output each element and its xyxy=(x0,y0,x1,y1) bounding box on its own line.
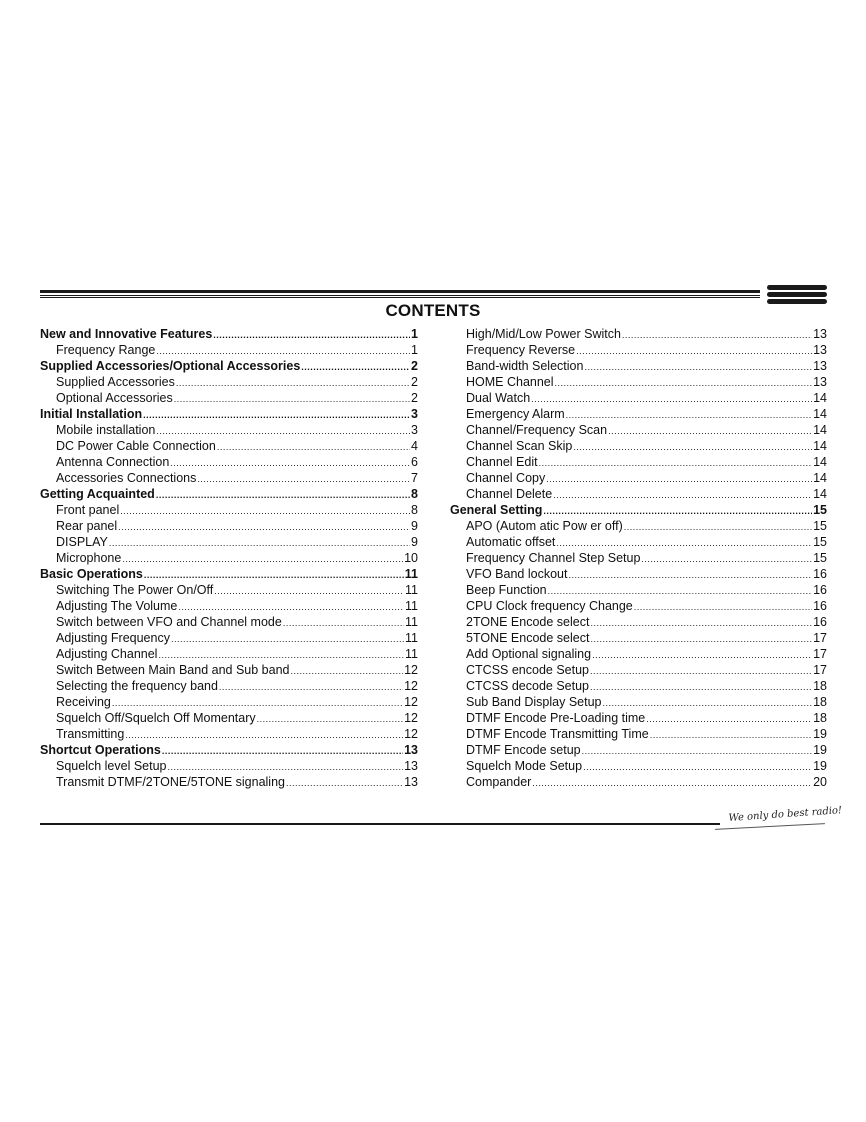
toc-leader-dots xyxy=(634,598,812,614)
toc-entry[interactable] xyxy=(40,470,418,486)
toc-entry-label: Selecting the frequency band xyxy=(56,679,218,693)
toc-entry-label: Adjusting Channel xyxy=(56,647,158,661)
toc-entry[interactable] xyxy=(40,438,418,454)
toc-entry-label: CTCSS encode Setup xyxy=(466,663,589,677)
toc-entry[interactable] xyxy=(40,598,418,614)
toc-entry-label: Dual Watch xyxy=(466,391,531,405)
toc-entry[interactable] xyxy=(450,342,827,358)
toc-column-left xyxy=(40,326,418,790)
toc-entry-page: 14 xyxy=(813,407,827,421)
toc-entry-label: Channel Delete xyxy=(466,487,553,501)
toc-entry[interactable] xyxy=(40,614,418,630)
toc-entry-page: 14 xyxy=(813,455,827,469)
toc-leader-dots xyxy=(548,582,812,598)
toc-entry-page: 11 xyxy=(405,599,418,613)
toc-leader-dots xyxy=(125,726,403,742)
toc-entry-label: DTMF Encode Transmitting Time xyxy=(466,727,649,741)
toc-entry-page: 3 xyxy=(411,407,418,421)
toc-leader-dots xyxy=(301,358,410,374)
toc-leader-dots xyxy=(592,646,812,662)
toc-entry-page: 13 xyxy=(404,759,418,773)
toc-entry-page: 15 xyxy=(813,503,827,517)
toc-entry-label: Switch between VFO and Channel mode xyxy=(56,615,282,629)
toc-entry-label: Compander xyxy=(466,775,532,789)
toc-entry[interactable] xyxy=(40,342,418,358)
toc-entry-label: Antenna Connection xyxy=(56,455,170,469)
toc-entry-page: 11 xyxy=(405,615,418,629)
toc-entry-page: 2 xyxy=(411,375,418,389)
toc-entry-page: 14 xyxy=(813,439,827,453)
toc-entry-page: 8 xyxy=(411,487,418,501)
toc-entry[interactable] xyxy=(40,646,418,662)
toc-leader-dots xyxy=(112,694,403,710)
toc-leader-dots xyxy=(590,678,812,694)
toc-entry-label: Rear panel xyxy=(56,519,118,533)
toc-leader-dots xyxy=(641,550,812,566)
toc-entry-page: 13 xyxy=(813,343,827,357)
toc-leader-dots xyxy=(568,566,812,582)
toc-entry-label: Switch Between Main Band and Sub band xyxy=(56,663,290,677)
toc-entry-label: Initial Installation xyxy=(40,407,143,421)
toc-entry-page: 12 xyxy=(404,727,418,741)
toc-section-entry[interactable] xyxy=(40,358,418,374)
toc-entry-page: 10 xyxy=(404,551,418,565)
toc-leader-dots xyxy=(584,358,812,374)
toc-leader-dots xyxy=(118,518,410,534)
toc-entry[interactable] xyxy=(40,374,418,390)
toc-entry-label: Channel Edit xyxy=(466,455,538,469)
toc-entry[interactable] xyxy=(40,678,418,694)
toc-leader-dots xyxy=(590,630,812,646)
toc-entry[interactable] xyxy=(450,454,827,470)
toc-entry[interactable] xyxy=(40,710,418,726)
toc-entry[interactable] xyxy=(40,422,418,438)
toc-entry-page: 13 xyxy=(813,327,827,341)
toc-leader-dots xyxy=(178,598,404,614)
toc-entry-label: DISPLAY xyxy=(56,535,108,549)
toc-entry-page: 7 xyxy=(411,471,418,485)
toc-leader-dots xyxy=(176,374,410,390)
toc-entry-page: 19 xyxy=(813,759,827,773)
toc-leader-dots xyxy=(197,470,410,486)
toc-entry-page: 19 xyxy=(813,727,827,741)
page-title: CONTENTS xyxy=(385,301,481,320)
toc-leader-dots xyxy=(590,662,812,678)
toc-entry-page: 16 xyxy=(813,567,827,581)
toc-leader-dots xyxy=(156,342,410,358)
toc-leader-dots xyxy=(531,390,812,406)
toc-leader-dots xyxy=(624,518,812,534)
toc-entry-page: 2 xyxy=(411,391,418,405)
toc-leader-dots xyxy=(122,550,403,566)
toc-section-entry[interactable] xyxy=(40,742,418,758)
toc-entry[interactable] xyxy=(450,598,827,614)
toc-entry-page: 14 xyxy=(813,471,827,485)
toc-entry-label: Transmitting xyxy=(56,727,125,741)
toc-entry-page: 12 xyxy=(404,695,418,709)
toc-leader-dots xyxy=(608,422,812,438)
toc-leader-dots xyxy=(156,422,410,438)
toc-entry-label: Front panel xyxy=(56,503,120,517)
toc-section-entry[interactable] xyxy=(40,326,418,342)
toc-entry-label: Transmit DTMF/2TONE/5TONE signaling xyxy=(56,775,285,789)
toc-entry[interactable] xyxy=(40,518,418,534)
toc-entry-label: HOME Channel xyxy=(466,375,554,389)
toc-entry[interactable] xyxy=(450,534,827,550)
toc-entry-page: 15 xyxy=(813,519,827,533)
footer-rule xyxy=(40,823,720,825)
toc-entry[interactable] xyxy=(450,422,827,438)
toc-entry-label: Channel/Frequency Scan xyxy=(466,423,608,437)
toc-entry[interactable] xyxy=(450,566,827,582)
toc-entry-page: 13 xyxy=(813,375,827,389)
toc-entry[interactable] xyxy=(450,374,827,390)
toc-leader-dots xyxy=(158,646,404,662)
toc-leader-dots xyxy=(286,774,403,790)
toc-entry-page: 8 xyxy=(411,503,418,517)
header-rule-thin-1 xyxy=(40,295,760,296)
toc-entry-label: Emergency Alarm xyxy=(466,407,565,421)
toc-entry[interactable] xyxy=(450,550,827,566)
toc-leader-dots xyxy=(168,758,404,774)
toc-entry-label: 2TONE Encode select xyxy=(466,615,590,629)
toc-entry[interactable] xyxy=(450,438,827,454)
toc-leader-dots xyxy=(170,454,410,470)
toc-entry-label: Adjusting The Volume xyxy=(56,599,178,613)
toc-leader-dots xyxy=(532,774,812,790)
toc-entry-page: 20 xyxy=(813,775,827,789)
toc-entry-label: Automatic offset xyxy=(466,535,556,549)
toc-entry-page: 17 xyxy=(813,631,827,645)
tagline-underline xyxy=(715,823,825,830)
toc-entry[interactable] xyxy=(40,534,418,550)
toc-entry[interactable] xyxy=(450,582,827,598)
toc-entry-label: Basic Operations xyxy=(40,567,143,581)
toc-entry-label: New and Innovative Features xyxy=(40,327,213,341)
toc-entry-page: 1 xyxy=(411,327,418,341)
toc-leader-dots xyxy=(120,502,410,518)
toc-entry-page: 19 xyxy=(813,743,827,757)
toc-entry-label: Supplied Accessories/Optional Accessories xyxy=(40,359,301,373)
toc-entry-label: Sub Band Display Setup xyxy=(466,695,602,709)
toc-entry-page: 14 xyxy=(813,423,827,437)
toc-leader-dots xyxy=(590,614,812,630)
header-tab-bar xyxy=(767,285,827,290)
toc-entry[interactable] xyxy=(450,486,827,502)
toc-entry[interactable] xyxy=(450,694,827,710)
header-rule-thick xyxy=(40,290,760,293)
toc-entry-label: Channel Scan Skip xyxy=(466,439,573,453)
toc-entry-label: Microphone xyxy=(56,551,122,565)
toc-leader-dots xyxy=(622,326,812,342)
toc-entry-page: 11 xyxy=(405,647,418,661)
toc-leader-dots xyxy=(213,326,410,342)
toc-entry[interactable] xyxy=(450,358,827,374)
toc-entry-label: Add Optional signaling xyxy=(466,647,592,661)
toc-entry[interactable] xyxy=(450,518,827,534)
toc-entry-page: 16 xyxy=(813,599,827,613)
toc-entry[interactable] xyxy=(450,774,827,790)
toc-leader-dots xyxy=(603,694,813,710)
toc-entry-label: Beep Function xyxy=(466,583,547,597)
toc-entry-page: 4 xyxy=(411,439,418,453)
toc-section-entry[interactable] xyxy=(40,406,418,422)
toc-entry-label: CTCSS decode Setup xyxy=(466,679,589,693)
toc-entry-label: APO (Autom atic Pow er off) xyxy=(466,519,623,533)
toc-entry-page: 3 xyxy=(411,423,418,437)
toc-entry-label: Getting Acquainted xyxy=(40,487,155,501)
toc-entry-label: Frequency Reverse xyxy=(466,343,576,357)
toc-entry-label: Receiving xyxy=(56,695,111,709)
toc-entry-label: Squelch level Setup xyxy=(56,759,167,773)
toc-entry-page: 13 xyxy=(404,775,418,789)
toc-leader-dots xyxy=(217,438,410,454)
toc-entry[interactable] xyxy=(40,726,418,742)
toc-entry[interactable] xyxy=(450,470,827,486)
toc-entry-page: 9 xyxy=(411,535,418,549)
toc-entry-page: 12 xyxy=(404,711,418,725)
toc-entry[interactable] xyxy=(40,662,418,678)
toc-leader-dots xyxy=(646,710,812,726)
toc-section-entry[interactable] xyxy=(40,566,418,582)
toc-entry-label: 5TONE Encode select xyxy=(466,631,590,645)
toc-entry-label: DTMF Encode Pre-Loading time xyxy=(466,711,646,725)
toc-entry-label: Channel Copy xyxy=(466,471,546,485)
toc-entry-page: 9 xyxy=(411,519,418,533)
toc-leader-dots xyxy=(555,374,813,390)
toc-entry[interactable] xyxy=(450,406,827,422)
toc-entry[interactable] xyxy=(40,502,418,518)
toc-leader-dots xyxy=(219,678,403,694)
toc-section-entry[interactable] xyxy=(40,486,418,502)
toc-entry-label: High/Mid/Low Power Switch xyxy=(466,327,621,341)
header-tab-bar xyxy=(767,292,827,297)
toc-entry-label: Squelch Off/Squelch Off Momentary xyxy=(56,711,256,725)
toc-entry-label: Switching The Power On/Off xyxy=(56,583,214,597)
toc-entry-label: Supplied Accessories xyxy=(56,375,175,389)
toc-entry-label: Frequency Channel Step Setup xyxy=(466,551,641,565)
toc-leader-dots xyxy=(174,390,410,406)
toc-entry[interactable] xyxy=(40,454,418,470)
toc-entry-page: 18 xyxy=(813,695,827,709)
toc-entry-label: Adjusting Frequency xyxy=(56,631,170,645)
toc-leader-dots xyxy=(539,454,813,470)
toc-entry-page: 1 xyxy=(411,343,418,357)
toc-entry-page: 17 xyxy=(813,647,827,661)
toc-entry-page: 18 xyxy=(813,679,827,693)
toc-entry-label: General Setting xyxy=(450,503,543,517)
toc-leader-dots xyxy=(556,534,812,550)
tagline: We only do best radio! xyxy=(728,805,843,824)
toc-leader-dots xyxy=(156,486,410,502)
toc-entry[interactable] xyxy=(40,758,418,774)
toc-leader-dots xyxy=(291,662,404,678)
toc-entry[interactable] xyxy=(450,630,827,646)
toc-leader-dots xyxy=(214,582,404,598)
toc-entry-label: DC Power Cable Connection xyxy=(56,439,216,453)
toc-entry-page: 11 xyxy=(405,631,418,645)
toc-entry-label: Accessories Connections xyxy=(56,471,197,485)
toc-leader-dots xyxy=(582,742,812,758)
toc-entry-page: 17 xyxy=(813,663,827,677)
toc-entry-page: 18 xyxy=(813,711,827,725)
toc-entry[interactable] xyxy=(40,630,418,646)
toc-entry-label: Shortcut Operations xyxy=(40,743,161,757)
toc-entry-page: 13 xyxy=(404,743,418,757)
toc-leader-dots xyxy=(566,406,812,422)
toc-entry-label: Band-width Selection xyxy=(466,359,584,373)
toc-leader-dots xyxy=(576,342,812,358)
toc-entry[interactable] xyxy=(450,390,827,406)
toc-entry[interactable] xyxy=(40,694,418,710)
toc-entry-page: 15 xyxy=(813,535,827,549)
toc-entry-page: 15 xyxy=(813,551,827,565)
toc-entry[interactable] xyxy=(450,646,827,662)
toc-leader-dots xyxy=(283,614,404,630)
header-rule-thin-2 xyxy=(40,297,760,298)
toc-entry[interactable] xyxy=(450,742,827,758)
toc-leader-dots xyxy=(573,438,812,454)
toc-leader-dots xyxy=(553,486,812,502)
toc-entry-label: Mobile installation xyxy=(56,423,156,437)
toc-entry[interactable] xyxy=(40,582,418,598)
toc-leader-dots xyxy=(543,502,812,518)
toc-entry-page: 11 xyxy=(405,583,418,597)
toc-entry[interactable] xyxy=(450,758,827,774)
toc-entry[interactable] xyxy=(450,726,827,742)
toc-leader-dots xyxy=(144,566,404,582)
toc-leader-dots xyxy=(546,470,812,486)
toc-entry[interactable] xyxy=(450,678,827,694)
toc-entry-page: 6 xyxy=(411,455,418,469)
toc-entry-label: Frequency Range xyxy=(56,343,156,357)
toc-leader-dots xyxy=(143,406,410,422)
toc-entry-page: 2 xyxy=(411,359,418,373)
toc-entry[interactable] xyxy=(450,710,827,726)
toc-leader-dots xyxy=(109,534,410,550)
toc-entry-page: 16 xyxy=(813,583,827,597)
toc-section-entry[interactable] xyxy=(450,502,827,518)
toc-entry-page: 13 xyxy=(813,359,827,373)
toc-leader-dots xyxy=(257,710,403,726)
toc-entry[interactable] xyxy=(40,390,418,406)
toc-column-right xyxy=(450,326,827,790)
toc-entry-page: 12 xyxy=(404,679,418,693)
toc-entry-label: Optional Accessories xyxy=(56,391,173,405)
toc-leader-dots xyxy=(650,726,812,742)
toc-entry-page: 11 xyxy=(404,567,418,581)
toc-entry[interactable] xyxy=(450,662,827,678)
toc-entry-label: VFO Band lockout xyxy=(466,567,568,581)
toc-entry-page: 16 xyxy=(813,615,827,629)
toc-entry[interactable] xyxy=(450,614,827,630)
toc-leader-dots xyxy=(583,758,812,774)
toc-leader-dots xyxy=(171,630,404,646)
toc-entry[interactable] xyxy=(40,774,418,790)
toc-entry-label: Squelch Mode Setup xyxy=(466,759,583,773)
toc-entry-page: 14 xyxy=(813,487,827,501)
toc-entry-label: DTMF Encode setup xyxy=(466,743,581,757)
toc-entry-page: 12 xyxy=(404,663,418,677)
toc-leader-dots xyxy=(162,742,403,758)
toc-entry[interactable] xyxy=(450,326,827,342)
toc-entry[interactable] xyxy=(40,550,418,566)
toc-entry-page: 14 xyxy=(813,391,827,405)
toc-entry-label: CPU Clock frequency Change xyxy=(466,599,633,613)
